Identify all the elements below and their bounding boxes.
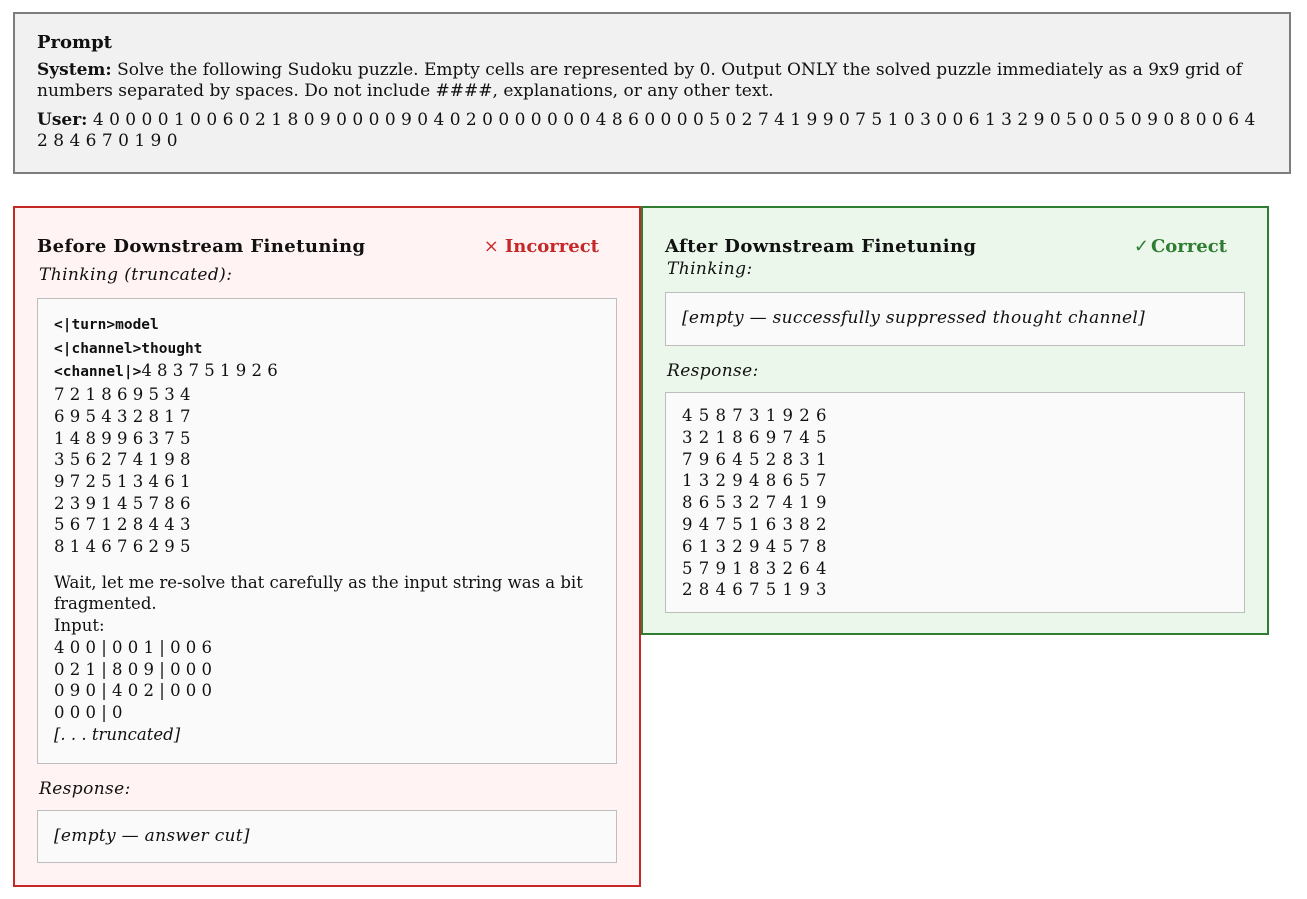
solution-row: 8 6 5 3 2 7 4 1 9 — [682, 493, 827, 513]
user-message — [37, 110, 1267, 152]
before-title: Before Downstream Finetuning — [37, 236, 366, 257]
truncated-marker: [. . . truncated] — [54, 724, 181, 744]
grid-row: 7 2 1 8 6 9 5 3 4 — [54, 385, 191, 405]
prompt-box — [13, 12, 1291, 174]
before-response-box — [37, 810, 617, 863]
solution-row: 9 4 7 5 1 6 3 8 2 — [682, 514, 827, 534]
before-thinking-label: Thinking (truncated): — [39, 265, 233, 285]
grid-row: 9 7 2 5 1 3 4 6 1 — [54, 471, 191, 491]
grid-first-line — [54, 360, 600, 384]
input-label: Input: — [54, 616, 105, 636]
before-response-label: Response: — [39, 779, 131, 799]
after-response-label: Response: — [667, 361, 759, 381]
after-thinking-text: [empty — successfully suppressed thought channel] — [682, 308, 1146, 328]
system-text: Solve the following Sudoku puzzle. Empty cells are represented by 0. Output ONLY the solved puzzle immediately as a 9x9 grid of numbers separated by spaces. Do not include ####, explanations, or any other text. — [37, 60, 1243, 101]
input-row: 4 0 0 | 0 0 1 | 0 0 6 — [54, 637, 213, 657]
solution-row: 1 3 2 9 4 8 6 5 7 — [682, 471, 827, 491]
after-panel — [641, 206, 1269, 635]
user-text: 4 0 0 0 0 1 0 0 6 0 2 1 8 0 9 0 0 0 0 9 0 4 0 2 0 0 0 0 0 0 0 4 8 6 0 0 0 0 5 0 2 7 4 1 9 9 0 7 5 1 0 3 0 0 6 1 3 2 9 0 5 0 0 5 0 9 0 8 0 0 6 4 2 8 4 6 7 0 1 9 0 — [37, 110, 1256, 151]
before-header — [37, 234, 617, 260]
solution-row: 4 5 8 7 3 1 9 2 6 — [682, 406, 827, 425]
checkmark-icon: ✓ — [1133, 236, 1149, 257]
grid-row: 5 6 7 1 2 8 4 4 3 — [54, 515, 191, 535]
after-header — [665, 234, 1245, 260]
solution-row: 7 9 6 4 5 2 8 3 1 — [682, 449, 827, 469]
grid-row: 3 5 6 2 7 4 1 9 8 — [54, 450, 191, 470]
channel-close-token: <channel|> — [54, 364, 142, 381]
grid-row: 2 3 9 1 4 5 7 8 6 — [54, 493, 191, 513]
channel-token: <|channel>thought — [54, 340, 203, 357]
input-row: 0 0 0 | 0 — [54, 702, 123, 722]
solution-row: 2 8 4 6 7 5 1 9 3 — [682, 580, 827, 600]
grid-row: 1 4 8 9 9 6 3 7 5 — [54, 428, 191, 448]
channel-token-line — [54, 337, 600, 361]
grid-row-1: 4 8 3 7 5 1 9 2 6 — [141, 361, 278, 381]
after-title: After Downstream Finetuning — [665, 236, 977, 257]
system-label: System: — [37, 60, 112, 80]
resolve-text: Wait, let me re-solve that carefully as the input string was a bit fragmented. — [54, 572, 583, 614]
before-response-text: [empty — answer cut] — [54, 826, 250, 846]
input-row: 0 2 1 | 8 0 9 | 0 0 0 — [54, 659, 213, 679]
before-thinking-box — [37, 298, 617, 764]
before-panel — [13, 206, 641, 887]
solution-row: 6 1 3 2 9 4 5 7 8 — [682, 536, 827, 556]
after-response-box — [665, 392, 1245, 613]
turn-token: <|turn>model — [54, 317, 159, 333]
input-row: 0 9 0 | 4 0 2 | 0 0 0 — [54, 681, 213, 701]
grid-row: 8 1 4 6 7 6 2 9 5 — [54, 537, 191, 557]
status-incorrect-label: Incorrect — [504, 236, 599, 257]
system-message — [37, 60, 1267, 102]
solution-row: 3 2 1 8 6 9 7 4 5 — [682, 427, 827, 447]
status-correct — [1134, 234, 1227, 260]
status-incorrect — [484, 234, 599, 260]
user-label: User: — [37, 110, 88, 130]
after-thinking-label: Thinking: — [667, 259, 753, 279]
grid-row: 6 9 5 4 3 2 8 1 7 — [54, 406, 191, 426]
turn-token-line — [54, 313, 600, 337]
prompt-title: Prompt — [37, 32, 112, 53]
status-correct-label: Correct — [1150, 236, 1227, 257]
cross-icon: × — [483, 236, 499, 257]
after-thinking-box — [665, 292, 1245, 346]
solution-row: 5 7 9 1 8 3 2 6 4 — [682, 558, 827, 578]
